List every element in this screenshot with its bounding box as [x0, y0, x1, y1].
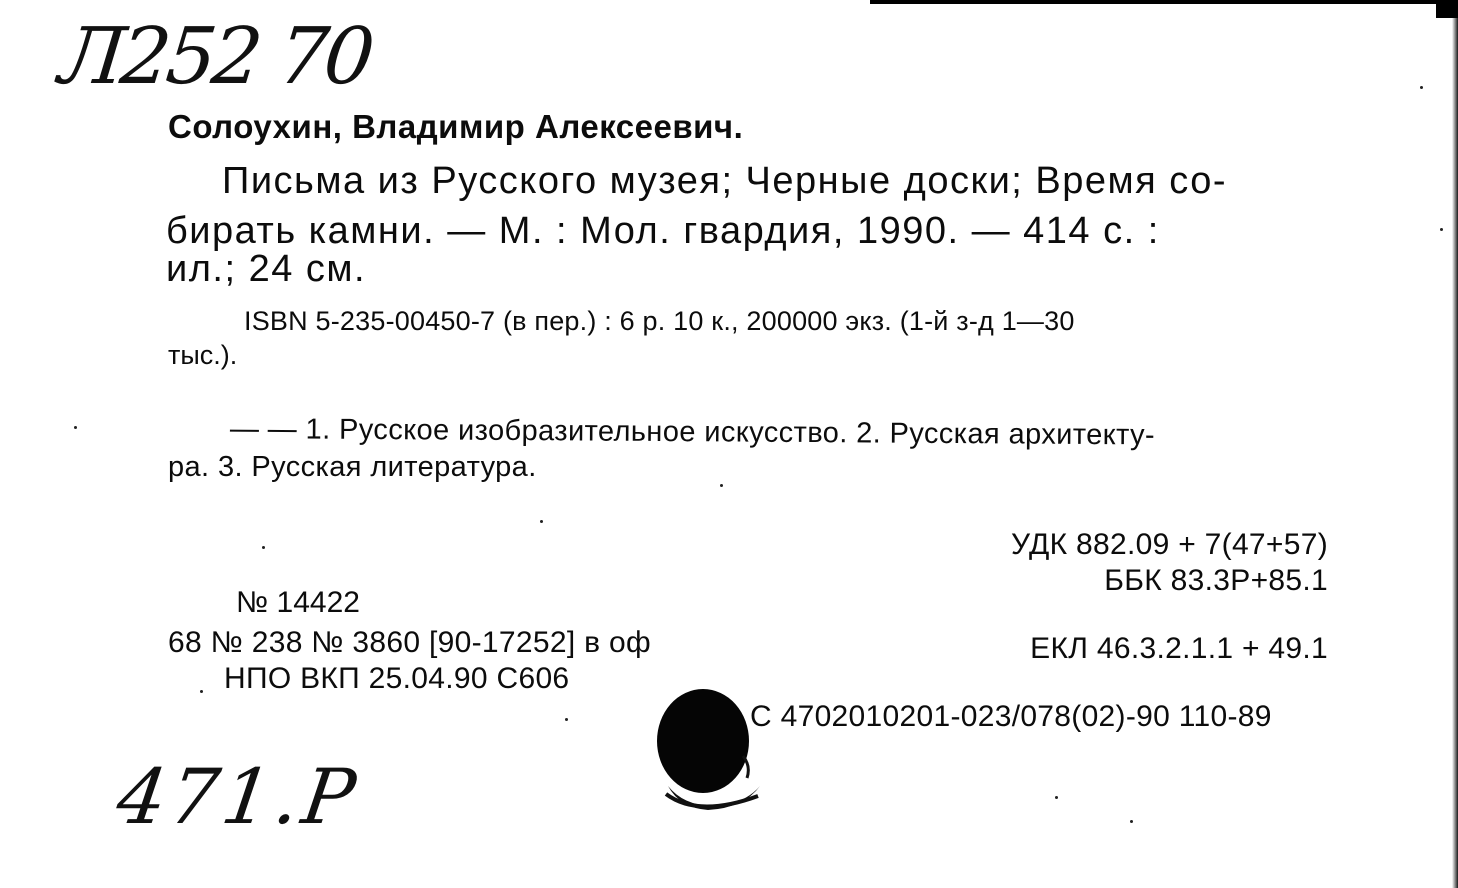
title-line-1: Письма из Русского музея; Черные доски; Время со- — [222, 160, 1228, 202]
scan-edge-right — [1452, 0, 1458, 888]
speck — [1130, 820, 1133, 823]
scan-corner — [1436, 0, 1458, 18]
card-number: № 14422 — [236, 586, 360, 619]
speck — [1420, 86, 1423, 89]
scan-edge-top — [870, 0, 1458, 4]
title-line-2: бирать камни. — М. : Мол. гвардия, 1990. — 414 с. : — [166, 210, 1160, 252]
isbn-line-1: ISBN 5-235-00450-7 (в пер.) : 6 р. 10 к., 200000 экз. (1-й з-д 1—30 — [244, 306, 1075, 336]
isbn-line-2: тыс.). — [168, 340, 238, 370]
title-line-3: ил.; 24 см. — [166, 248, 367, 290]
print-info-line-1: 68 № 238 № 3860 [90-17252] в оф — [168, 626, 651, 659]
speck — [1055, 796, 1058, 799]
speck — [540, 520, 543, 523]
subject-line-2: ра. 3. Русская литература. — [168, 451, 537, 483]
bbk-classification: ББК 83.3Р+85.1 — [1104, 564, 1328, 597]
handwritten-shelf-code: 471.Р — [111, 752, 365, 841]
speck — [262, 546, 265, 549]
print-info-line-2: НПО ВКП 25.04.90 С606 — [224, 662, 570, 695]
subject-line-1: — — 1. Русское изобразительное искусство. 2. Русская архитекту- — [229, 413, 1156, 452]
author: Солоухин, Владимир Алексеевич. — [168, 108, 744, 145]
speck — [200, 690, 203, 693]
speck — [1440, 228, 1443, 231]
publisher-code: С 4702010201-023/078(02)-90 110-89 — [750, 700, 1272, 733]
speck — [565, 718, 568, 721]
speck — [720, 484, 723, 487]
handwritten-number: Л252 70 — [55, 12, 375, 102]
ekl-classification: ЕКЛ 46.3.2.1.1 + 49.1 — [1030, 632, 1328, 665]
udk-classification: УДК 882.09 + 7(47+57) — [1010, 528, 1328, 561]
speck — [74, 426, 77, 429]
